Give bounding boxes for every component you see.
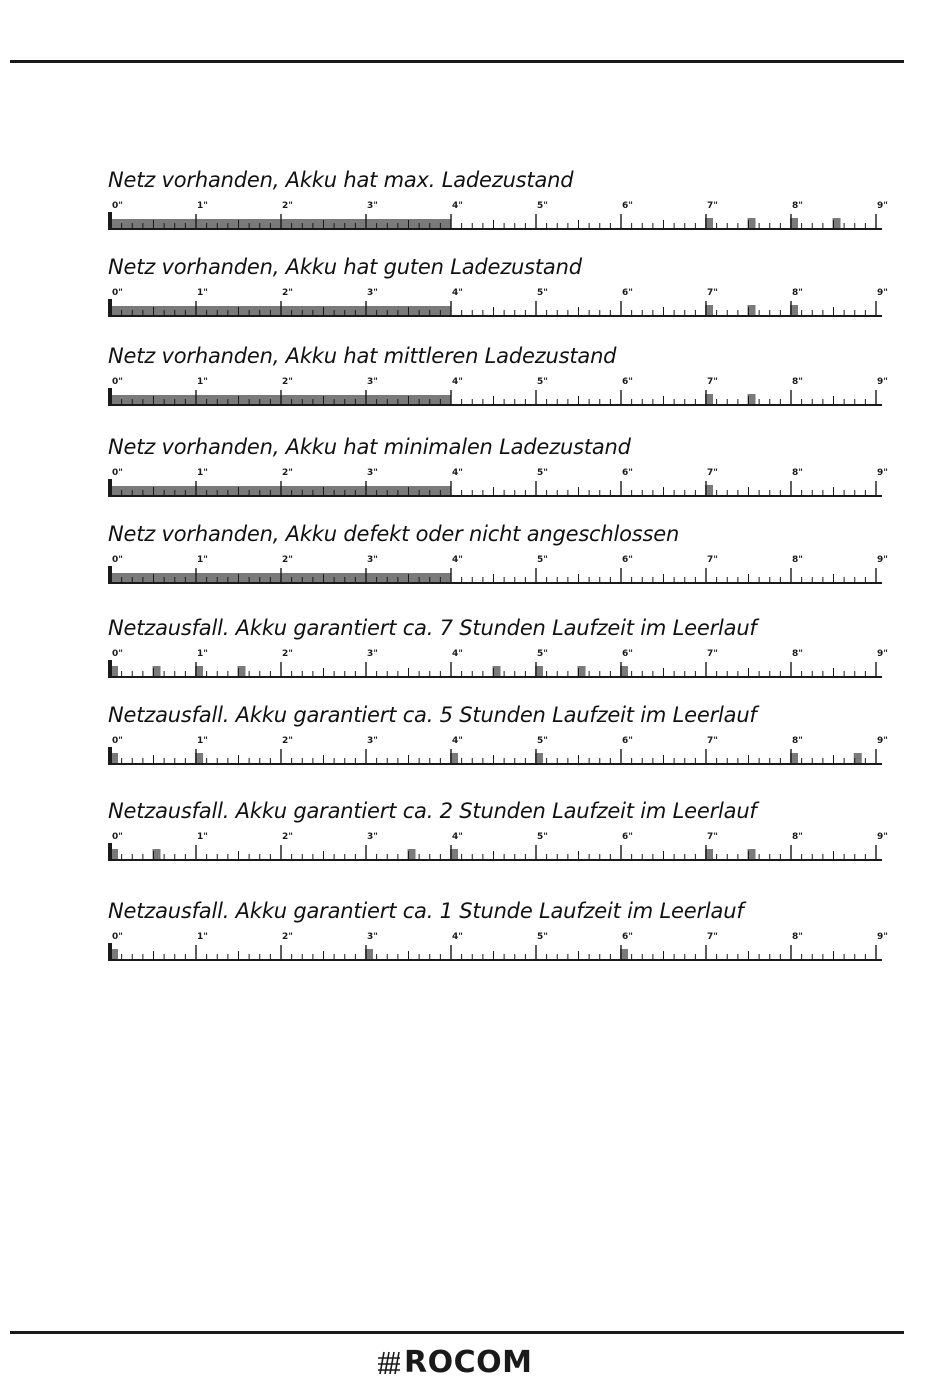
logo-text: ROCOM — [404, 1345, 533, 1380]
scale-label: 8" — [792, 932, 803, 942]
time-scale — [108, 467, 898, 499]
scale-label: 6" — [622, 201, 633, 211]
scale-label: 1" — [197, 649, 208, 659]
rocom-logo — [378, 1346, 532, 1380]
scale-label: 7" — [707, 377, 718, 387]
scale-label: 0" — [112, 468, 123, 478]
scale-label: 4" — [452, 555, 463, 565]
scale-label: 5" — [537, 201, 548, 211]
scale-label: 5" — [537, 736, 548, 746]
scale-label: 0" — [112, 555, 123, 565]
scale-label: 4" — [452, 832, 463, 842]
scale-label: 1" — [197, 832, 208, 842]
scale-start-bar — [108, 747, 112, 765]
scale-start-bar — [108, 843, 112, 861]
scale-start-bar — [108, 479, 112, 497]
scale-label: 9" — [877, 468, 888, 478]
scale-label: 3" — [367, 649, 378, 659]
scale-label: 4" — [452, 649, 463, 659]
scale-label: 5" — [537, 288, 548, 298]
scale-label: 7" — [707, 832, 718, 842]
scale-label: 5" — [537, 555, 548, 565]
scale-label: 3" — [367, 555, 378, 565]
scale-label: 5" — [537, 649, 548, 659]
row-caption: Netzausfall. Akku garantiert ca. 2 Stunden Laufzeit im Leerlauf — [108, 799, 757, 823]
row-caption: Netz vorhanden, Akku hat guten Ladezustand — [108, 255, 582, 279]
scale-label: 3" — [367, 377, 378, 387]
scale-label: 0" — [112, 832, 123, 842]
scale-label: 2" — [282, 932, 293, 942]
scale-label: 9" — [877, 932, 888, 942]
scale-label: 1" — [197, 736, 208, 746]
scale-label: 4" — [452, 201, 463, 211]
scale-label: 9" — [877, 377, 888, 387]
scale-label: 8" — [792, 832, 803, 842]
scale-label: 3" — [367, 288, 378, 298]
scale-label: 0" — [112, 932, 123, 942]
time-scale — [108, 648, 898, 680]
scale-label: 5" — [537, 377, 548, 387]
scale-label: 5" — [537, 832, 548, 842]
scale-label: 9" — [877, 201, 888, 211]
scale-label: 0" — [112, 288, 123, 298]
scale-label: 5" — [537, 468, 548, 478]
scale-label: 7" — [707, 288, 718, 298]
scale-label: 0" — [112, 201, 123, 211]
scale-label: 3" — [367, 201, 378, 211]
time-scale — [108, 735, 898, 767]
scale-label: 4" — [452, 288, 463, 298]
scale-label: 3" — [367, 932, 378, 942]
scale-label: 8" — [792, 736, 803, 746]
scale-label: 6" — [622, 649, 633, 659]
scale-label: 6" — [622, 832, 633, 842]
scale-label: 6" — [622, 736, 633, 746]
scale-start-bar — [108, 299, 112, 317]
top-rule — [10, 60, 904, 63]
scale-label: 7" — [707, 932, 718, 942]
scale-label: 1" — [197, 932, 208, 942]
scale-label: 8" — [792, 555, 803, 565]
row-caption: Netz vorhanden, Akku hat max. Ladezustand — [108, 168, 574, 192]
scale-start-bar — [108, 660, 112, 678]
scale-start-bar — [108, 212, 112, 230]
scale-label: 7" — [707, 736, 718, 746]
scale-label: 0" — [112, 649, 123, 659]
row-caption: Netzausfall. Akku garantiert ca. 5 Stunden Laufzeit im Leerlauf — [108, 703, 757, 727]
scale-label: 7" — [707, 555, 718, 565]
scale-label: 8" — [792, 649, 803, 659]
scale-label: 1" — [197, 555, 208, 565]
scale-label: 6" — [622, 377, 633, 387]
scale-label: 2" — [282, 288, 293, 298]
time-scale — [108, 376, 898, 408]
scale-label: 4" — [452, 468, 463, 478]
scale-start-bar — [108, 943, 112, 961]
time-scale — [108, 831, 898, 863]
scale-label: 2" — [282, 201, 293, 211]
scale-label: 3" — [367, 736, 378, 746]
row-caption: Netzausfall. Akku garantiert ca. 7 Stunden Laufzeit im Leerlauf — [108, 616, 757, 640]
scale-label: 6" — [622, 288, 633, 298]
rocom-logo-icon — [378, 1350, 400, 1376]
scale-label: 0" — [112, 736, 123, 746]
scale-label: 9" — [877, 288, 888, 298]
scale-label: 2" — [282, 736, 293, 746]
scale-label: 6" — [622, 932, 633, 942]
time-scale — [108, 287, 898, 319]
scale-label: 6" — [622, 555, 633, 565]
time-scale — [108, 554, 898, 586]
scale-label: 8" — [792, 288, 803, 298]
row-caption: Netz vorhanden, Akku hat mittleren Ladezustand — [108, 344, 617, 368]
scale-label: 5" — [537, 932, 548, 942]
scale-label: 8" — [792, 377, 803, 387]
scale-label: 8" — [792, 201, 803, 211]
scale-label: 4" — [452, 932, 463, 942]
scale-label: 3" — [367, 832, 378, 842]
time-scale — [108, 931, 898, 963]
scale-label: 2" — [282, 468, 293, 478]
scale-label: 7" — [707, 649, 718, 659]
row-caption: Netzausfall. Akku garantiert ca. 1 Stunde Laufzeit im Leerlauf — [108, 899, 744, 923]
scale-label: 8" — [792, 468, 803, 478]
scale-label: 4" — [452, 377, 463, 387]
row-caption: Netz vorhanden, Akku defekt oder nicht angeschlossen — [108, 522, 680, 546]
scale-label: 2" — [282, 649, 293, 659]
scale-label: 0" — [112, 377, 123, 387]
scale-label: 7" — [707, 468, 718, 478]
scale-label: 1" — [197, 201, 208, 211]
scale-label: 2" — [282, 555, 293, 565]
scale-label: 2" — [282, 377, 293, 387]
scale-label: 9" — [877, 736, 888, 746]
scale-label: 1" — [197, 468, 208, 478]
scale-label: 7" — [707, 201, 718, 211]
scale-start-bar — [108, 566, 112, 584]
scale-label: 1" — [197, 288, 208, 298]
scale-label: 6" — [622, 468, 633, 478]
time-scale — [108, 200, 898, 232]
scale-label: 1" — [197, 377, 208, 387]
scale-label: 2" — [282, 832, 293, 842]
scale-start-bar — [108, 388, 112, 406]
scale-label: 9" — [877, 649, 888, 659]
scale-label: 9" — [877, 555, 888, 565]
bottom-rule — [10, 1331, 904, 1334]
scale-label: 4" — [452, 736, 463, 746]
scale-label: 9" — [877, 832, 888, 842]
row-caption: Netz vorhanden, Akku hat minimalen Ladezustand — [108, 435, 631, 459]
scale-label: 3" — [367, 468, 378, 478]
